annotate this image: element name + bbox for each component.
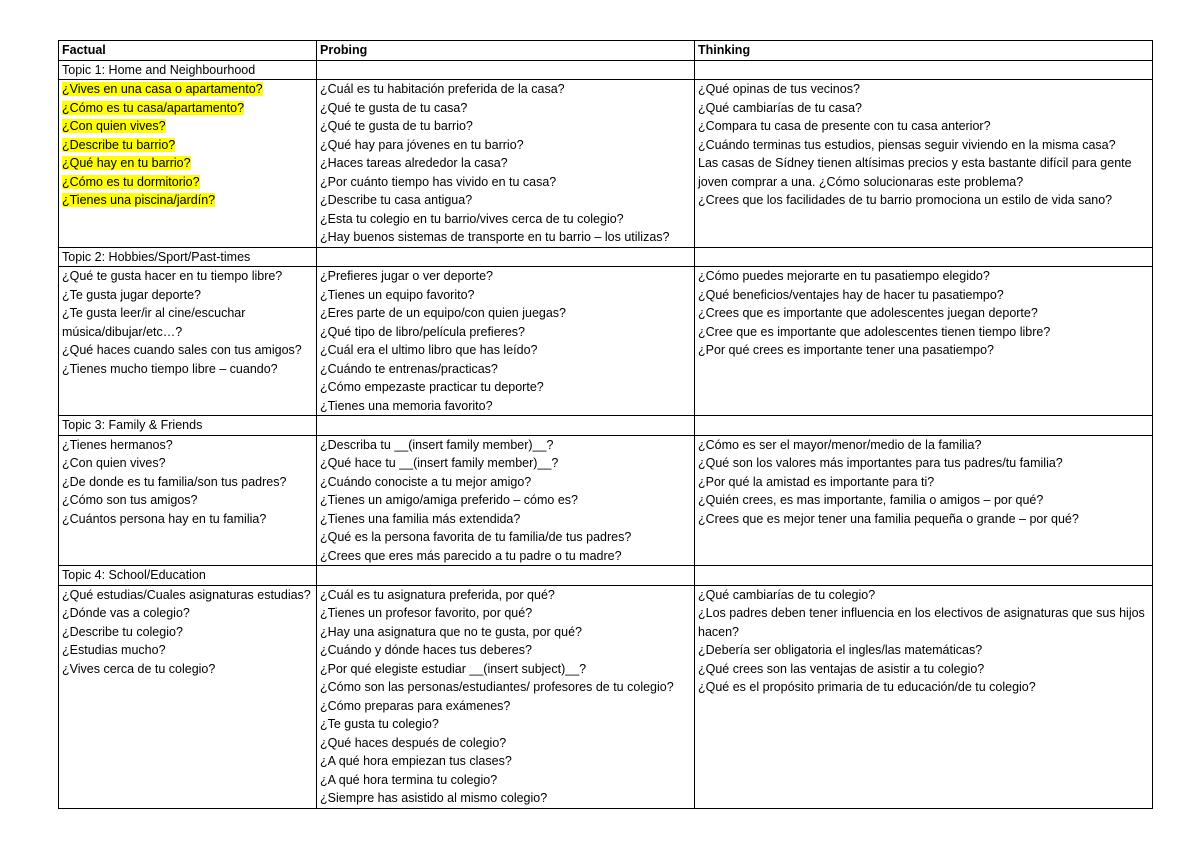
thinking-question: ¿Qué cambiarías de tu casa? (698, 100, 862, 115)
thinking-question: ¿Cuándo terminas tus estudios, piensas seguir viviendo en la misma casa? (698, 137, 1116, 152)
topic-2-questions-row (59, 267, 1153, 416)
factual-cell (59, 435, 317, 566)
probing-question: ¿Te gusta tu colegio? (320, 717, 439, 731)
highlighted-text: ¿Tienes una piscina/jardín? (62, 193, 216, 207)
thinking-question: ¿Cómo puedes mejorarte en tu pasatiempo elegido? (698, 269, 990, 283)
factual-question: ¿Cuántos persona hay en tu familia? (62, 511, 267, 526)
probing-question: ¿Tienes un amigo/amiga preferido – cómo es? (320, 493, 579, 507)
probing-question: ¿Prefieres jugar o ver deporte? (320, 269, 494, 283)
factual-question (62, 117, 313, 136)
factual-question (62, 80, 313, 99)
thinking-question: ¿Crees que los facilidades de tu barrio promociona un estilo de vida sano? (698, 193, 1113, 207)
thinking-question: ¿Debería ser obligatoria el ingles/las matemáticas? (698, 643, 983, 657)
header-probing: Probing (317, 41, 695, 61)
topic-3-title-row (59, 416, 1153, 436)
topic-1-title-row (59, 60, 1153, 80)
factual-question: ¿Tienes mucho tiempo libre – cuando? (62, 361, 278, 376)
probing-question: ¿Cuál es tu asignatura preferida, por qué? (320, 587, 555, 602)
probing-question: ¿Hay buenos sistemas de transporte en tu barrio – los utilizas? (320, 230, 670, 244)
factual-question: ¿Estudias mucho? (62, 643, 166, 657)
factual-question: ¿Con quien vives? (62, 456, 166, 470)
thinking-question: ¿Por qué la amistad es importante para ti? (698, 474, 935, 489)
topic-1-questions-row (59, 80, 1153, 248)
probing-question: ¿Cuándo conociste a tu mejor amigo? (320, 474, 532, 489)
thinking-question: ¿Crees que es mejor tener una familia pequeña o grande – por qué? (698, 511, 1079, 526)
topic-4-questions-row (59, 585, 1153, 808)
empty-cell (317, 416, 695, 436)
thinking-question: ¿Qué cambiarías de tu colegio? (698, 587, 876, 602)
factual-question (62, 154, 313, 173)
factual-question: ¿Qué te gusta hacer en tu tiempo libre? (62, 269, 283, 283)
probing-question: ¿Describe tu casa antigua? (320, 193, 473, 207)
thinking-question: Las casas de Sídney tienen altísimas precios y esta bastante difícil para gente joven comprar a una. ¿Cómo solucionaras este problema? (698, 156, 1132, 189)
factual-question: ¿Vives cerca de tu colegio? (62, 661, 216, 676)
topic-2-title-row (59, 247, 1153, 267)
highlighted-text: ¿Cómo es tu casa/apartamento? (62, 100, 245, 115)
probing-question: ¿Tienes un profesor favorito, por qué? (320, 606, 533, 620)
factual-question: ¿Qué estudias/Cuales asignaturas estudias? (62, 587, 311, 602)
probing-question: ¿Qué tipo de libro/película prefieres? (320, 324, 525, 339)
questions-table (58, 40, 1153, 809)
probing-question: ¿Cómo empezaste practicar tu deporte? (320, 380, 544, 394)
probing-question: ¿Cuál era el ultimo libro que has leído? (320, 343, 538, 357)
factual-question: ¿Te gusta leer/ir al cine/escuchar música/dibujar/etc…? (62, 306, 246, 339)
probing-question: ¿Haces tareas alrededor la casa? (320, 156, 508, 170)
thinking-question: ¿Cree que es importante que adolescentes tienen tiempo libre? (698, 324, 1051, 339)
thinking-cell (695, 80, 1153, 248)
topic-title: Topic 2: Hobbies/Sport/Past-times (59, 247, 317, 267)
empty-cell (695, 60, 1153, 80)
thinking-question: ¿Qué beneficios/ventajes hay de hacer tu pasatiempo? (698, 287, 1004, 302)
factual-cell (59, 267, 317, 416)
probing-question: ¿Siempre has asistido al mismo colegio? (320, 791, 548, 805)
probing-question: ¿Crees que eres más parecido a tu padre o tu madre? (320, 548, 622, 563)
probing-question: ¿Hay una asignatura que no te gusta, por qué? (320, 624, 582, 639)
probing-question: ¿Cómo preparas para exámenes? (320, 698, 511, 713)
factual-question (62, 173, 313, 192)
thinking-question: ¿Qué crees son las ventajas de asistir a tu colegio? (698, 661, 985, 676)
factual-question: ¿Dónde vas a colegio? (62, 606, 190, 620)
factual-question: ¿Te gusta jugar deporte? (62, 287, 201, 302)
thinking-question: ¿Quién crees, es mas importante, familia o amigos – por qué? (698, 493, 1044, 507)
empty-cell (695, 247, 1153, 267)
probing-cell (317, 80, 695, 248)
thinking-question: ¿Por qué crees es importante tener una pasatiempo? (698, 343, 995, 357)
probing-question: ¿Describa tu __(insert family member)__? (320, 437, 554, 452)
topic-title: Topic 3: Family & Friends (59, 416, 317, 436)
probing-question: ¿A qué hora termina tu colegio? (320, 772, 498, 787)
header-thinking: Thinking (695, 41, 1153, 61)
header-factual: Factual (59, 41, 317, 61)
thinking-question: ¿Qué son los valores más importantes para tus padres/tu familia? (698, 456, 1063, 470)
probing-question: ¿Qué hay para jóvenes en tu barrio? (320, 137, 524, 152)
probing-question: ¿Cuál es tu habitación preferida de la casa? (320, 82, 565, 96)
probing-question: ¿Por qué elegiste estudiar __(insert subject)__? (320, 661, 587, 676)
probing-question: ¿Cuándo te entrenas/practicas? (320, 361, 498, 376)
factual-question: ¿De donde es tu familia/son tus padres? (62, 474, 287, 489)
empty-cell (695, 416, 1153, 436)
thinking-question: ¿Crees que es importante que adolescentes juegan deporte? (698, 306, 1038, 320)
thinking-question: ¿Compara tu casa de presente con tu casa anterior? (698, 119, 991, 133)
probing-question: ¿Tienes una familia más extendida? (320, 511, 521, 526)
empty-cell (695, 566, 1153, 586)
thinking-question: ¿Qué es el propósito primaria de tu educación/de tu colegio? (698, 680, 1036, 694)
probing-question: ¿Qué hace tu __(insert family member)__? (320, 456, 559, 470)
highlighted-text: ¿Con quien vives? (62, 119, 166, 133)
empty-cell (317, 60, 695, 80)
factual-cell (59, 80, 317, 248)
thinking-question: ¿Cómo es ser el mayor/menor/medio de la familia? (698, 437, 982, 452)
probing-question: ¿Eres parte de un equipo/con quien juegas? (320, 306, 567, 320)
probing-question: ¿Tienes un equipo favorito? (320, 287, 475, 302)
thinking-question: ¿Los padres deben tener influencia en los electivos de asignaturas que sus hijos hacen? (698, 606, 1145, 639)
factual-cell (59, 585, 317, 808)
topic-title: Topic 4: School/Education (59, 566, 317, 586)
header-row (59, 41, 1153, 61)
probing-cell (317, 267, 695, 416)
factual-question: ¿Describe tu colegio? (62, 624, 183, 639)
thinking-cell (695, 267, 1153, 416)
empty-cell (317, 566, 695, 586)
topic-3-questions-row (59, 435, 1153, 566)
probing-question: ¿A qué hora empiezan tus clases? (320, 754, 512, 768)
probing-question: ¿Qué haces después de colegio? (320, 735, 507, 750)
highlighted-text: ¿Cómo es tu dormitorio? (62, 174, 200, 189)
highlighted-text: ¿Qué hay en tu barrio? (62, 156, 191, 170)
probing-question: ¿Tienes una memoria favorito? (320, 398, 493, 413)
probing-question: ¿Esta tu colegio en tu barrio/vives cerca de tu colegio? (320, 211, 624, 226)
factual-question: ¿Cómo son tus amigos? (62, 493, 198, 507)
thinking-cell (695, 435, 1153, 566)
topic-title: Topic 1: Home and Neighbourhood (59, 60, 317, 80)
factual-question (62, 191, 313, 210)
highlighted-text: ¿Describe tu barrio? (62, 137, 176, 152)
probing-question: ¿Qué te gusta de tu casa? (320, 100, 468, 115)
empty-cell (317, 247, 695, 267)
probing-question: ¿Qué es la persona favorita de tu familia/de tus padres? (320, 530, 632, 544)
factual-question (62, 99, 313, 118)
probing-question: ¿Cómo son las personas/estudiantes/ profesores de tu colegio? (320, 680, 674, 694)
thinking-question: ¿Qué opinas de tus vecinos? (698, 82, 860, 96)
probing-cell (317, 435, 695, 566)
thinking-cell (695, 585, 1153, 808)
topic-4-title-row (59, 566, 1153, 586)
probing-cell (317, 585, 695, 808)
probing-question: ¿Por cuánto tiempo has vivido en tu casa? (320, 174, 557, 189)
factual-question (62, 136, 313, 155)
factual-question: ¿Qué haces cuando sales con tus amigos? (62, 343, 302, 357)
highlighted-text: ¿Vives en una casa o apartamento? (62, 82, 263, 96)
factual-question: ¿Tienes hermanos? (62, 437, 173, 452)
probing-question: ¿Cuándo y dónde haces tus deberes? (320, 643, 532, 657)
probing-question: ¿Qué te gusta de tu barrio? (320, 119, 473, 133)
